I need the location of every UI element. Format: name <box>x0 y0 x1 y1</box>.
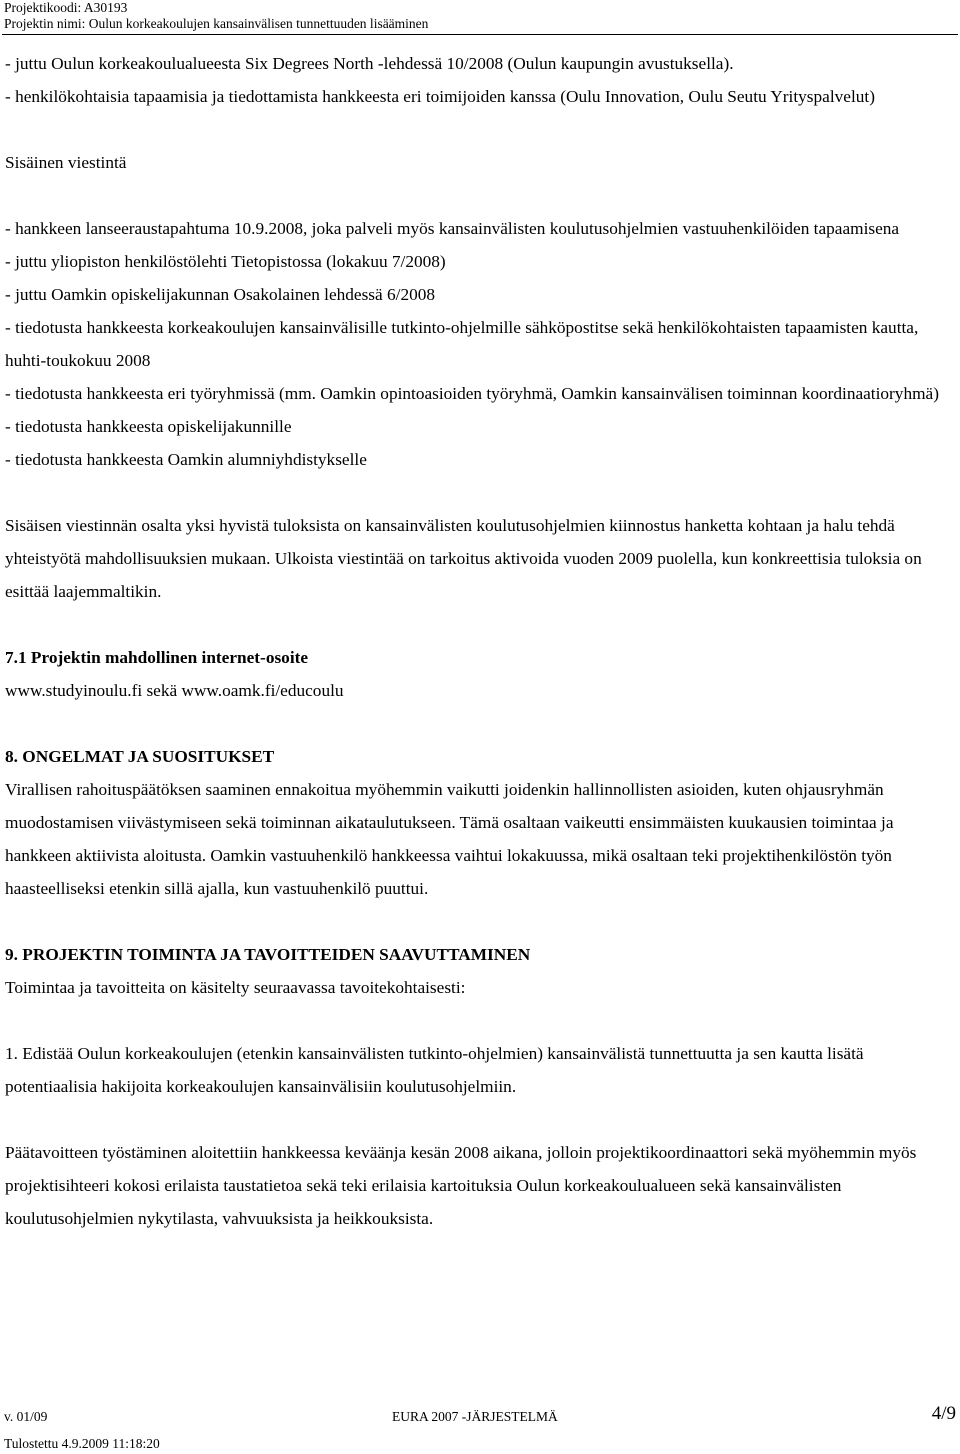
section-7-1-text: www.studyinoulu.fi sekä www.oamk.fi/educoulu <box>5 681 344 700</box>
footer-system: EURA 2007 -JÄRJESTELMÄ <box>392 1409 558 1424</box>
document-body <box>5 47 955 1235</box>
section-8-text: Virallisen rahoituspäätöksen saaminen ennakoitua myöhemmin vaikutti joidenkin hallinnollisten asioiden, kuten ohjausryhmän muodostamisen viivästymiseen sekä toiminnan aikataulutukseen. Tämä osaltaan vaikeutti ensimmäisten kuukausien toimintaa ja hankkeen aktiivista aloitusta. Oamkin vastuuhenkilö hankkeessa vaihtui lokakuussa, mikä osaltaan teki projektihenkilöstön työn haasteelliseksi etenkin sillä ajalla, kun vastuuhenkilö puuttui. <box>5 780 894 898</box>
list-item: - tiedotusta hankkeesta Oamkin alumniyhdistykselle <box>5 450 367 469</box>
list-item: - tiedotusta hankkeesta opiskelijakunnille <box>5 417 292 436</box>
project-name: Projektin nimi: Oulun korkeakoulujen kansainvälisen tunnettuuden lisääminen <box>4 16 429 31</box>
footer-version: v. 01/09 <box>4 1409 48 1424</box>
list-item: - juttu Oamkin opiskelijakunnan Osakolainen lehdessä 6/2008 <box>5 285 436 304</box>
page-number: 4/9 <box>931 1403 956 1424</box>
page-header <box>4 0 428 32</box>
list-item: - tiedotusta hankkeesta eri työryhmissä (mm. Oamkin opintoasioiden työryhmä, Oamkin kansainvälisen toiminnan koordinaatioryhmä) <box>5 384 939 403</box>
footer-printed-date: Tulostettu 4.9.2009 11:18:20 <box>4 1436 160 1451</box>
project-code: Projektikoodi: A30193 <box>4 0 128 15</box>
list-item: - juttu yliopiston henkilöstölehti Tietopistossa (lokakuu 7/2008) <box>5 252 446 271</box>
list-item: - tiedotusta hankkeesta korkeakoulujen kansainvälisille tutkinto-ohjelmille sähköpostitse sekä henkilökohtaisten tapaamisten kautta, huhti-toukokuu 2008 <box>5 318 919 370</box>
header-divider <box>2 34 958 35</box>
section-8-heading: 8. ONGELMAT JA SUOSITUKSET <box>5 747 275 766</box>
goal-1-text: Päätavoitteen työstäminen aloitettiin hankkeessa keväänja kesän 2008 aikana, jolloin projektikoordinaattori sekä myöhemmin myös projektisihteeri kokosi erilaista taustatietoa sekä teki erilaisia kartoituksia Oulun korkeakoulualueen sekä kansainvälisten koulutusohjelmien nykytilasta, vahvuuksista ja heikkouksista. <box>5 1143 917 1228</box>
section-9-heading: 9. PROJEKTIN TOIMINTA JA TAVOITTEIDEN SAAVUTTAMINEN <box>5 945 531 964</box>
body-line: - juttu Oulun korkeakoulualueesta Six Degrees North -lehdessä 10/2008 (Oulun kaupungin avustuksella). <box>5 54 734 73</box>
internal-communication-heading: Sisäinen viestintä <box>5 153 127 172</box>
internal-summary-paragraph: Sisäisen viestinnän osalta yksi hyvistä tuloksista on kansainvälisten koulutusohjelmien kiinnostus hanketta kohtaan ja halu tehdä yhteistyötä mahdollisuuksien mukaan. Ulkoista viestintää on tarkoitus aktivoida vuoden 2009 puolella, kun konkreettisia tuloksia on esittää laajemmaltikin. <box>5 516 922 601</box>
list-item: - hankkeen lanseeraustapahtuma 10.9.2008, joka palveli myös kansainvälisten koulutusohjelmien vastuuhenkilöiden tapaamisena <box>5 219 900 238</box>
section-7-1-heading: 7.1 Projektin mahdollinen internet-osoite <box>5 648 309 667</box>
body-line: - henkilökohtaisia tapaamisia ja tiedottamista hankkeesta eri toimijoiden kanssa (Oulu Innovation, Oulu Seutu Yrityspalvelut) <box>5 87 875 106</box>
section-9-intro: Toimintaa ja tavoitteita on käsitelty seuraavassa tavoitekohtaisesti: <box>5 978 466 997</box>
goal-1: 1. Edistää Oulun korkeakoulujen (etenkin kansainvälisten tutkinto-ohjelmien) kansainvälistä tunnettuutta ja sen kautta lisätä potentiaalisia hakijoita korkeakoulujen kansainvälisiin koulutusohjelmiin. <box>5 1044 864 1096</box>
